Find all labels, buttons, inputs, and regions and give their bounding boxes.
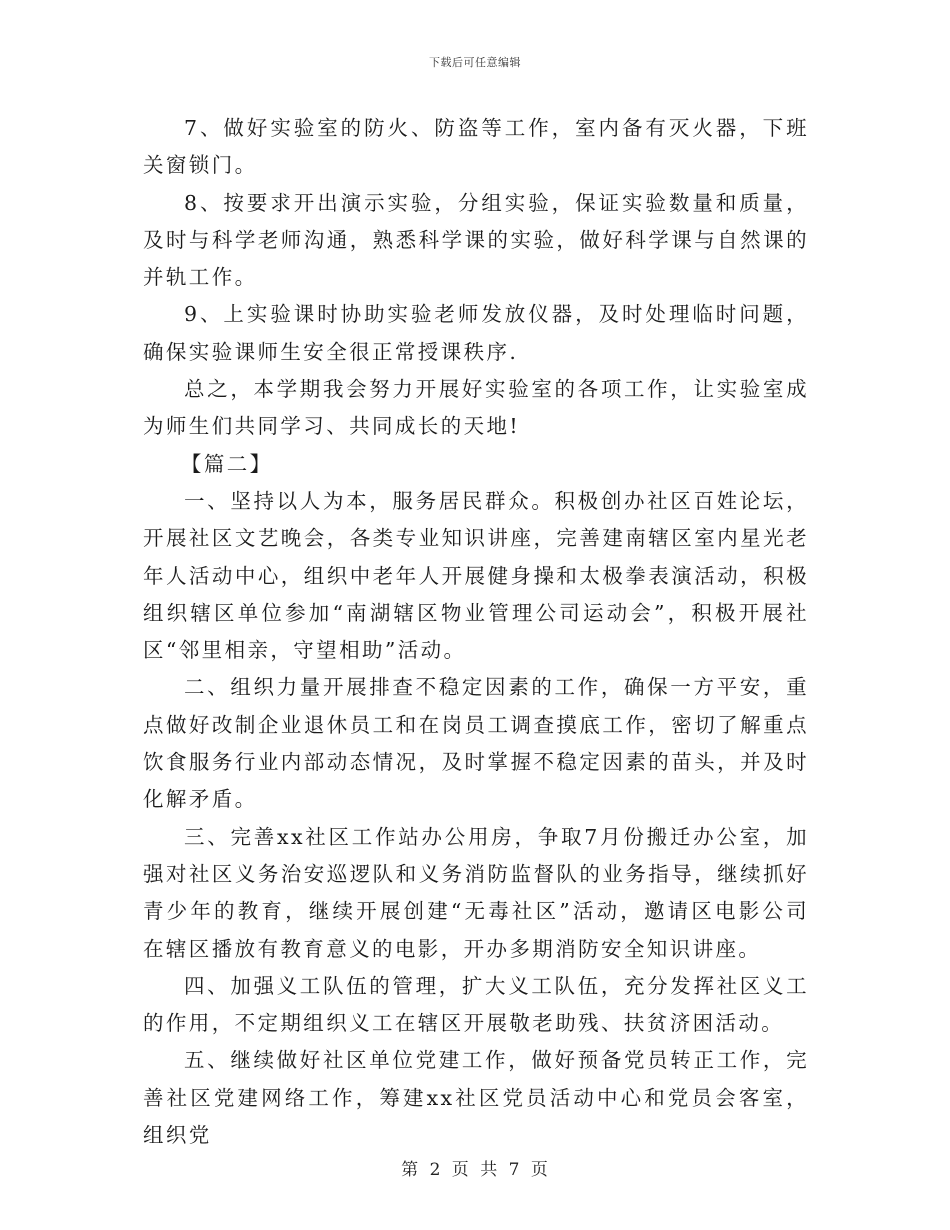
paragraph-item-7: 7、做好实验室的防火、防盗等工作，室内备有灭火器，下班关窗锁门。 — [143, 116, 809, 178]
section-heading: 【篇二】 — [180, 451, 273, 476]
page-header-note: 下载后可任意编辑 — [429, 56, 521, 69]
paragraph-item-8: 8、按要求开出演示实验，分组实验，保证实验数量和质量，及时与科学老师沟通，熟悉科学课的实验，做好科学课与自然课的并轨工作。 — [143, 190, 809, 290]
paragraph-section-1: 一、坚持以人为本，服务居民群众。积极创办社区百姓论坛，开展社区文艺晚会，各类专业知识讲座，完善建南辖区室内星光老年人活动中心，组织中老年人开展健身操和太极拳表演活动，积极组织辖区单位参加“南湖辖区物业管理公司运动会”，积极开展社区“邻里相亲，守望相助”活动。 — [143, 488, 809, 663]
page-number: 第 2 页 共 7 页 — [401, 1160, 549, 1180]
paragraph-section-3: 三、完善xx社区工作站办公用房，争取7月份搬迁办公室，加强对社区义务治安巡逻队和义务消防监督队的业务指导，继续抓好青少年的教育，继续开展创建“无毒社区”活动，邀请区电影公司在辖区播放有教育意义的电影，开办多期消防安全知识讲座。 — [143, 824, 809, 961]
document-body — [143, 110, 809, 1154]
paragraph-summary: 总之，本学期我会努力开展好实验室的各项工作，让实验室成为师生们共同学习、共同成长的天地! — [143, 377, 809, 439]
paragraph-item-9: 9、上实验课时协助实验老师发放仪器，及时处理临时问题，确保实验课师生安全很正常授课秩序. — [143, 302, 809, 364]
paragraph-section-4: 四、加强义工队伍的管理，扩大义工队伍，充分发挥社区义工的作用，不定期组织义工在辖区开展敬老助残、扶贫济困活动。 — [143, 973, 809, 1036]
paragraph-section-2: 二、组织力量开展排查不稳定因素的工作，确保一方平安，重点做好改制企业退休员工和在岗员工调查摸底工作，密切了解重点饮食服务行业内部动态情况，及时掌握不稳定因素的苗头，并及时化解矛盾。 — [143, 675, 809, 812]
paragraph-section-5: 五、继续做好社区单位党建工作，做好预备党员转正工作，完善社区党建网络工作，筹建xx社区党员活动中心和党员会客室，组织党 — [143, 1048, 809, 1148]
